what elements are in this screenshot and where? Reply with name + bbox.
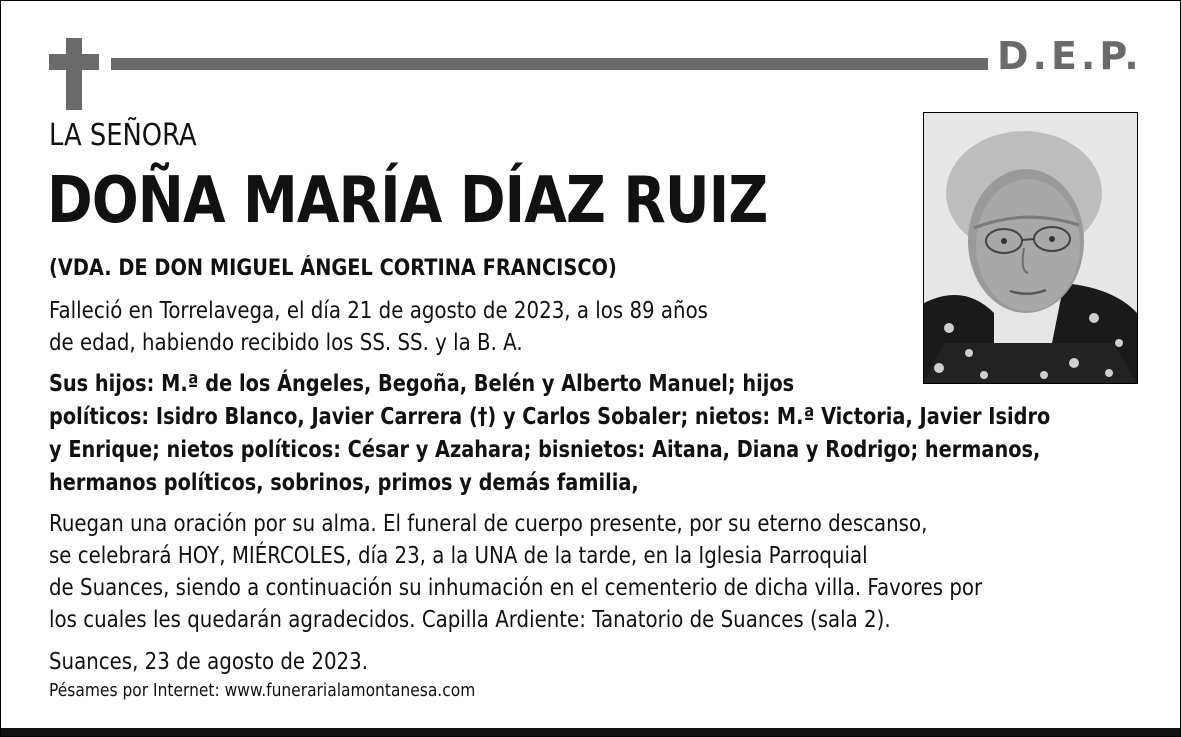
condolences-url: Pésames por Internet: www.funerarialamontanesa.com — [49, 680, 476, 701]
family-line: y Enrique; nietos políticos: César y Azahara; bisnietos: Aitana, Diana y Rodrigo; hermanos, — [49, 437, 1041, 463]
funeral-line: de Suances, siendo a continuación su inhumación en el cementerio de dicha villa. Favores por — [49, 575, 983, 601]
family-line: políticos: Isidro Blanco, Javier Carrera (†) y Carlos Sobaler; nietos: M.ª Victoria, Javier Isidro — [49, 404, 1051, 430]
death-line: Falleció en Torrelavega, el día 21 de agosto de 2023, a los 89 años — [49, 298, 708, 324]
family-line: Sus hijos: M.ª de los Ángeles, Begoña, Belén y Alberto Manuel; hijos — [49, 371, 795, 397]
header-rule — [111, 58, 988, 70]
footer-rule — [1, 728, 1180, 736]
death-line: de edad, habiendo recibido los SS. SS. y la B. A. — [49, 330, 523, 356]
title-prefix: LA SEÑORA — [49, 118, 197, 153]
family-line: hermanos políticos, sobrinos, primos y demás familia, — [49, 470, 639, 496]
portrait-photo — [923, 112, 1138, 384]
deceased-name: DOÑA MARÍA DÍAZ RUIZ — [47, 164, 768, 238]
cross-icon — [49, 38, 99, 110]
funeral-line: se celebrará HOY, MIÉRCOLES, día 23, a la UNA de la tarde, en la Iglesia Parroquial — [49, 543, 868, 569]
funeral-line: los cuales les quedarán agradecidos. Capilla Ardiente: Tanatorio de Suances (sala 2). — [49, 607, 891, 633]
funeral-line: Ruegan una oración por su alma. El funeral de cuerpo presente, por su eterno descanso, — [49, 511, 928, 537]
place-date: Suances, 23 de agosto de 2023. — [49, 649, 369, 675]
dep-label: D.E.P. — [997, 34, 1143, 78]
widow-of-line: (VDA. DE DON MIGUEL ÁNGEL CORTINA FRANCISCO) — [49, 256, 617, 281]
